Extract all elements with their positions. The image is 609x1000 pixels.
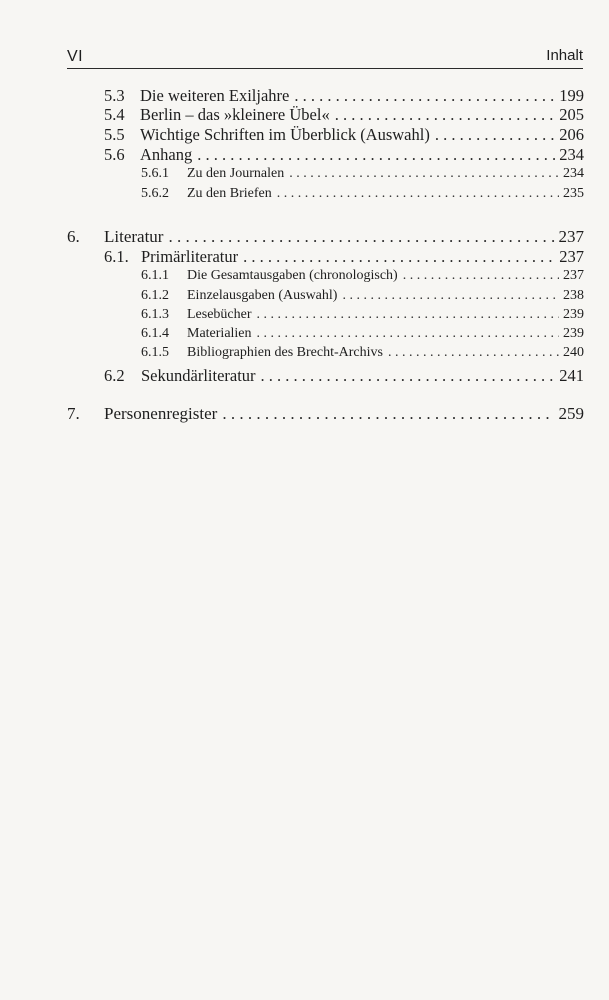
toc-entry[interactable] (67, 404, 584, 424)
toc-title: Literatur (104, 227, 164, 246)
toc-number: 7. (67, 404, 80, 423)
toc-title: Die weiteren Exiljahre (140, 86, 290, 105)
toc-entry[interactable] (104, 366, 584, 386)
toc-number: 6. (67, 227, 80, 246)
toc-entry[interactable] (141, 166, 584, 182)
toc-entry[interactable] (141, 345, 584, 361)
toc-title: Anhang (140, 145, 193, 164)
toc-page: 234 (559, 145, 584, 164)
leader-dots (294, 86, 555, 106)
toc-title: Die Gesamtausgaben (chronologisch) (187, 268, 398, 283)
toc-page: 237 (558, 227, 584, 246)
toc-title: Berlin – das »kleinere Übel« (140, 105, 330, 124)
toc-number: 6.1.3 (141, 307, 169, 322)
toc-page: 206 (559, 125, 584, 144)
toc-title: Personenregister (104, 404, 218, 423)
leader-dots (261, 366, 556, 386)
toc-page: 239 (563, 326, 584, 341)
toc-page: 239 (563, 307, 584, 322)
toc-number: 6.1.1 (141, 268, 169, 283)
toc-title: Wichtige Schriften im Überblick (Auswahl) (140, 125, 430, 144)
toc-entry[interactable] (141, 326, 584, 342)
toc-number: 6.1. (104, 247, 129, 266)
toc-title: Sekundärliteratur (141, 366, 256, 385)
toc-entry[interactable] (104, 105, 584, 125)
leader-dots (243, 247, 555, 267)
toc-entry[interactable] (104, 247, 584, 267)
toc-entry[interactable] (104, 86, 584, 106)
toc-number: 6.1.4 (141, 326, 169, 341)
toc-entry[interactable] (141, 288, 584, 304)
toc-number: 5.6 (104, 145, 125, 164)
toc-entry[interactable] (141, 307, 584, 323)
toc-number: 6.1.5 (141, 345, 169, 360)
leader-dots (257, 326, 559, 342)
toc-entry[interactable] (141, 268, 584, 284)
leader-dots (289, 166, 559, 182)
leader-dots (435, 125, 555, 145)
toc-page: 205 (559, 105, 584, 124)
toc-number: 5.6.1 (141, 166, 169, 181)
toc-entry[interactable] (141, 186, 584, 202)
toc-title: Zu den Briefen (187, 186, 272, 201)
toc-number: 5.3 (104, 86, 125, 105)
toc-number: 5.5 (104, 125, 125, 144)
leader-dots (403, 268, 559, 284)
toc-title: Primärliteratur (141, 247, 239, 266)
toc-number: 6.2 (104, 366, 125, 385)
toc-number: 5.4 (104, 105, 125, 124)
running-header (67, 44, 583, 69)
toc-entry[interactable] (104, 145, 584, 165)
toc-entry[interactable] (67, 227, 584, 247)
header-title: Inhalt (546, 47, 583, 64)
toc-entry[interactable] (104, 125, 584, 145)
toc-page: 235 (563, 186, 584, 201)
leader-dots (222, 404, 554, 424)
toc-page: 241 (559, 366, 584, 385)
toc-page: 237 (563, 268, 584, 283)
toc-title: Materialien (187, 326, 252, 341)
toc-page: 234 (563, 166, 584, 181)
leader-dots (168, 227, 554, 247)
leader-dots (388, 345, 559, 361)
leader-dots (257, 307, 559, 323)
leader-dots (197, 145, 555, 165)
toc-page: 199 (559, 86, 584, 105)
toc-page: 240 (563, 345, 584, 360)
toc-number: 5.6.2 (141, 186, 169, 201)
toc-page: 238 (563, 288, 584, 303)
toc-title: Zu den Journalen (187, 166, 285, 181)
toc-page: 259 (558, 404, 584, 423)
toc-number: 6.1.2 (141, 288, 169, 303)
toc-title: Einzelausgaben (Auswahl) (187, 288, 338, 303)
toc-page: 237 (559, 247, 584, 266)
toc-title: Bibliographien des Brecht-Archivs (187, 345, 383, 360)
toc-title: Lesebücher (187, 307, 252, 322)
page-number: VI (67, 48, 84, 65)
leader-dots (342, 288, 559, 304)
leader-dots (335, 105, 556, 125)
leader-dots (277, 186, 559, 202)
